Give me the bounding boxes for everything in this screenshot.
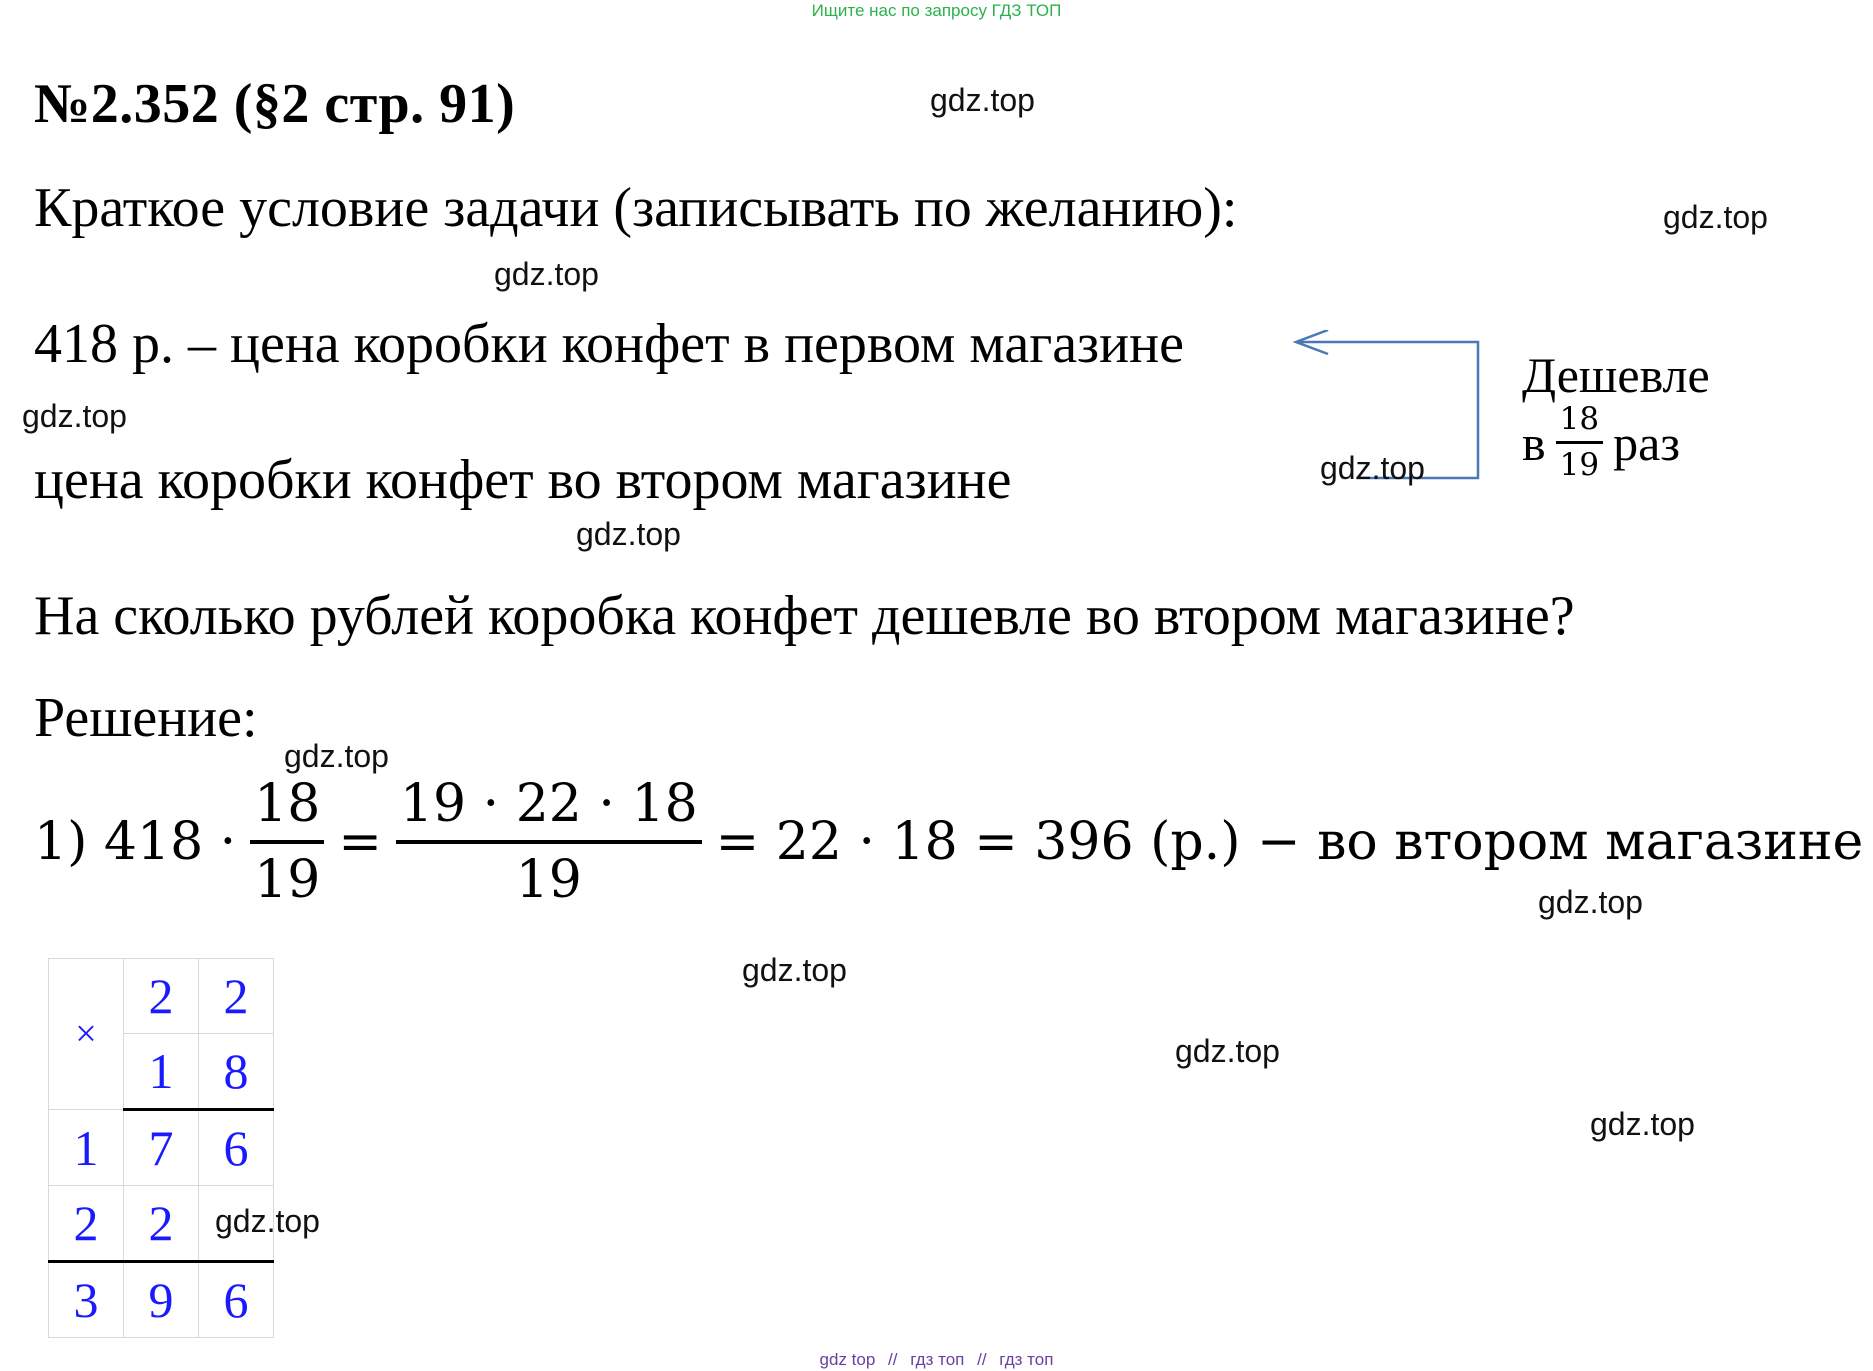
multiply-operator: × [49,959,124,1110]
watermark: gdz.top [1538,884,1643,920]
page-title: №2.352 (§2 стр. 91) [34,73,516,135]
grid-cell: 9 [124,1262,199,1338]
grid-cell: 1 [49,1110,124,1186]
bottom-link-separator: // [888,1350,898,1369]
watermark: gdz.top [22,398,127,434]
watermark: gdz.top [1175,1033,1280,1069]
bottom-link[interactable]: gdz top [819,1350,876,1369]
equation-equals-1: = [338,812,382,872]
grid-cell: 2 [124,1186,199,1262]
second-store-line: цена коробки конфет во втором магазине [34,449,1012,511]
side-note-word: Дешевле [1522,347,1710,403]
grid-cell: 6 [199,1110,274,1186]
grid-cell: 2 [199,959,274,1034]
equation-fraction-2 [396,774,702,910]
bottom-link[interactable]: гдз топ [910,1350,965,1369]
equation-step: 1) 418 · [34,812,237,872]
top-banner: Ищите нас по запросу ГДЗ ТОП [811,1,1062,20]
watermark: gdz.top [1320,450,1425,486]
side-note-ratio [1522,401,1681,483]
fraction-2-denominator: 19 [515,850,582,910]
side-note-frac-den: 19 [1559,447,1600,483]
multiplication-grid [48,958,274,1338]
side-note-suffix: раз [1613,414,1681,471]
equation-fraction-1 [250,774,324,910]
watermark: gdz.top [215,1203,320,1239]
side-note-frac-num: 18 [1556,404,1603,444]
watermark: gdz.top [1663,199,1768,235]
watermark: gdz.top [1590,1106,1695,1142]
watermark: gdz.top [576,516,681,552]
grid-cell: 8 [199,1034,274,1110]
condition-heading: Краткое условие задачи (записывать по желанию): [34,177,1238,239]
fraction-1-denominator: 19 [254,850,321,910]
watermark: gdz.top [284,738,389,774]
side-note-fraction [1556,401,1603,483]
side-note-prefix: в [1522,414,1546,471]
watermark: gdz.top [494,256,599,292]
bottom-link-separator: // [977,1350,987,1369]
bottom-link[interactable]: гдз топ [999,1350,1054,1369]
grid-cell: 7 [124,1110,199,1186]
bottom-links [0,1350,1873,1370]
grid-cell: 3 [49,1262,124,1338]
grid-cell: 1 [124,1034,199,1110]
watermark: gdz.top [930,82,1035,118]
grid-cell: 2 [124,959,199,1034]
solution-heading: Решение: [34,687,258,749]
fraction-2-numerator: 19 · 22 · 18 [396,778,702,844]
first-store-line: 418 р. – цена коробки конфет в первом магазине [34,313,1184,375]
watermark: gdz.top [742,952,847,988]
fraction-1-numerator: 18 [250,778,324,844]
equation-rest: = 22 · 18 = 396 (р.) − во втором магазине [715,812,1864,872]
grid-cell: 2 [49,1186,124,1262]
question-line: На сколько рублей коробка конфет дешевле во втором магазине? [34,585,1575,647]
grid-cell: 6 [199,1262,274,1338]
